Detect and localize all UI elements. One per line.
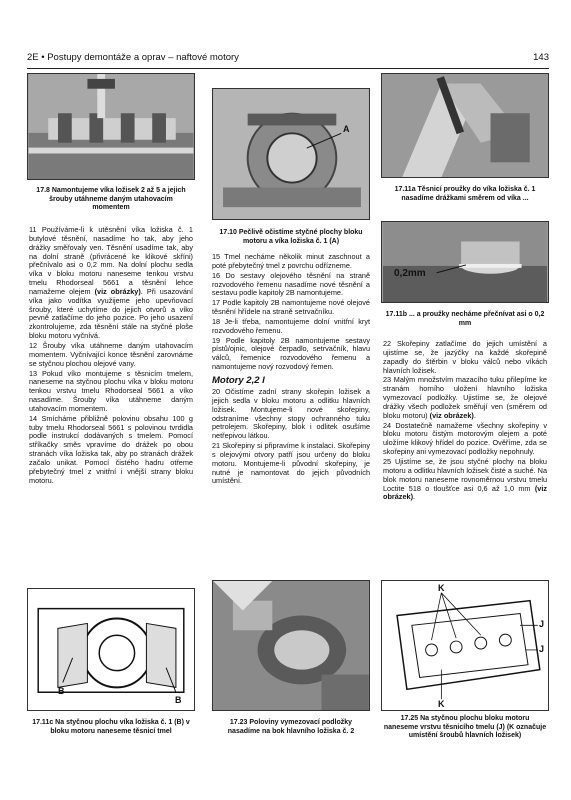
paragraph-21: 21 Skořepiny si připravíme k instalaci. Skořepiny s olejovými otvory patří jsou určeny do bloku motoru. Montujeme-li původní skořepiny, je nutné je namontovat do jejich původních umístění. [212,441,370,486]
paragraph-18: 18 Je-li třeba, namontujeme dolní vnitřní kryt rozvodového řemenu. [212,316,370,335]
page-header [27,52,549,68]
subheading-engines-2-2: Motory 2,2 l [212,374,265,386]
paragraph-24: 24 Dostatečně namažeme všechny skořepiny v bloku motoru čistým motorovým olejem a poté uložíme klikový hřídel do pozice. Ověříme, zda se skořepiny ani vymezovací podložky nepohnuly. [383,420,547,457]
figure-17-11c-label-b-right: B [175,695,182,705]
figure-17-10-caption: 17.10 Pečlivě očistíme styčné plochy bloku motoru a víka ložiska č. 1 (A) [219,229,363,245]
page-number: 143 [533,52,549,63]
column-3-text [383,340,547,503]
section-title: 2E • Postupy demontáže a oprav – naftové motory [27,52,239,63]
figure-17-25-label-j-upper: J [539,619,545,629]
figure-17-11b-photo [381,221,549,303]
thrust-washer-photo [213,581,369,710]
engine-block-end-photo [213,89,369,219]
figure-17-23-caption: 17.23 Poloviny vymezovací podložky nasadíme na bok hlavního ložiska č. 2 [227,719,355,735]
figure-17-11a-photo [381,73,549,178]
figure-17-8-caption: 17.8 Namontujeme víka ložisek 2 až 5 a jejich šrouby utáhneme daným utahovacím momentem [36,187,186,212]
figure-17-11c-caption: 17.11c Na styčnou plochu víka ložiska č. 1 (B) v bloku motoru naneseme těsnicí tmel [32,719,190,735]
paragraph-25: 25 Ujistíme se, že jsou styčné plochy na bloku motoru a odlitku hlavních ložisek čisté a suché. Na blok motoru naneseme rovnoměrnou vrstvu tmelu Loctite 518 o tloušťce asi 0,6 až 1,0 mm (viz obrázek). [383,456,547,502]
figure-17-11a-caption: 17.11a Těsnicí proužky do víka ložiska č. 1 nasadíme drážkami směrem od víka ... [394,186,536,202]
figure-17-8-photo [27,73,195,180]
paragraph-16: 16 Do sestavy olejového těsnění na straně rozvodového řemenu nasadíme nové těsnění a sestavu podle kapitoly 2B namontujeme. [212,270,370,298]
figure-17-11b-caption: 17.11b ... a proužky necháme přečnívat asi o 0,2 mm [385,311,545,327]
protruding-strip-photo [382,222,548,302]
figure-17-10-label-a: A [343,124,350,134]
engine-block-sealant-drawing [382,581,548,710]
figure-17-25-caption: 17.25 Na styčnou plochu bloku motoru naneseme vrstvu těsnicího tmelu (J) (K označuje umístění šroubů hlavních ložisek) [383,715,547,740]
paragraph-22: 22 Skořepiny zatlačíme do jejich umístění a ujistíme se, že jazýčky na každé skořepině zapadly do štěrbin v bloku válců nebo víkách hlavních ložisek. [383,339,547,375]
column-2-text [212,253,370,487]
figure-17-25-label-k-bottom: K [438,699,445,709]
figure-17-11c-drawing [27,588,195,711]
figure-17-25-drawing [381,580,549,711]
paragraph-14: 14 Smícháme přibližně polovinu obsahu 100 g tuby tmelu Rhodorseal 5661 s polovinou tvrdidla podle instrukcí dodávaných s tmelem. Pomocí stříkačky směs vpravíme do drážek po obou stranách víka ložiska tak, aby po stranách drážek začalo unikat. Pomocí čistého hadru otřeme přebytečný tmel z vnitřní i vnější strany bloku motoru. [29,413,193,485]
crankshaft-cap-photo [28,74,194,179]
figure-17-25-label-k-top: K [438,583,445,593]
figure-17-25-label-j-lower: J [539,644,545,654]
figure-17-23-photo [212,580,370,711]
paragraph-19: 19 Podle kapitoly 2B namontujeme sestavy pístů/ojnic, olejové čerpadlo, setrvačník, hlavu válců, řemenice rozvodového řemenu a namontujeme nový rozvodový řemen. [212,335,370,372]
paragraph-23: 23 Malým množstvím mazacího tuku přilepíme ke stranám horního uložení hlavního ložiska vymezovací podložky. Ujistíme se, že olejové drážky všech podložek směřují ven (směrem od bloku motoru) (viz obrázek). [383,375,547,420]
paragraph-20: 20 Očistíme zadní strany skořepin ložisek a jejich sedla v bloku motoru a odlitku hlavních ložisek. Montujeme-li nové skořepiny, odstraníme všechny stopy ochranného tuku petrolejem. Skořepiny, blok i odlitek osušíme netřepivou látkou. [212,386,370,441]
column-1-text [29,226,193,486]
sealing-strip-photo [382,74,548,177]
bearing-cap-drawing [28,589,194,710]
paragraph-13: 13 Pokud víko montujeme s těsnicím tmelem, naneseme na styčnou plochu víka v bloku motoru tenkou vrstvu tmelu Rhodorseal 5661 a víko nasadíme. Šrouby víka utáhneme daným utahovacím momentem. [29,368,193,413]
paragraph-15: 15 Tmel necháme několik minut zaschnout a poté přebytečný tmel z povrchu odřízneme. [212,252,370,270]
paragraph-11: 11 Používáme-li k utěsnění víka ložiska č. 1 butylové těsnění, nasadíme ho tak, aby jeho drážky směřovaly ven. Těsnění usadíme tak, aby na dolní straně (přivrácené ke klikové skříni) přečnívalo asi o 0,2 mm. Na dolní plochu sedla víka v bloku motoru naneseme tenkou vrstvu tmelu Rhodorseal 5661 a těsnění lehce namažeme olejem (viz obrázky). Při usazování víka jako vodítka využijeme jeho upevňovací šrouby, které uchytíme do jejich otvorů a víko pevně zatlačíme do jeho pozice. Po jeho usazení zkontrolujeme, zda těsnění stále na styčné ploše bloku motoru vyčnívá. [29,225,194,341]
figure-17-11c-label-b-left: B [58,686,65,696]
figure-17-10-photo [212,88,370,220]
paragraph-17: 17 Podle kapitoly 2B namontujeme nové olejové těsnění hřídele na straně setrvačníku. [212,298,370,317]
header-rule [27,68,549,69]
paragraph-12: 12 Šrouby víka utáhneme daným utahovacím momentem. Vyčnívající konce těsnění zarovnáme se styčnou plochou olejové vany. [29,340,193,368]
figure-17-11b-measure: 0,2mm [394,268,426,279]
